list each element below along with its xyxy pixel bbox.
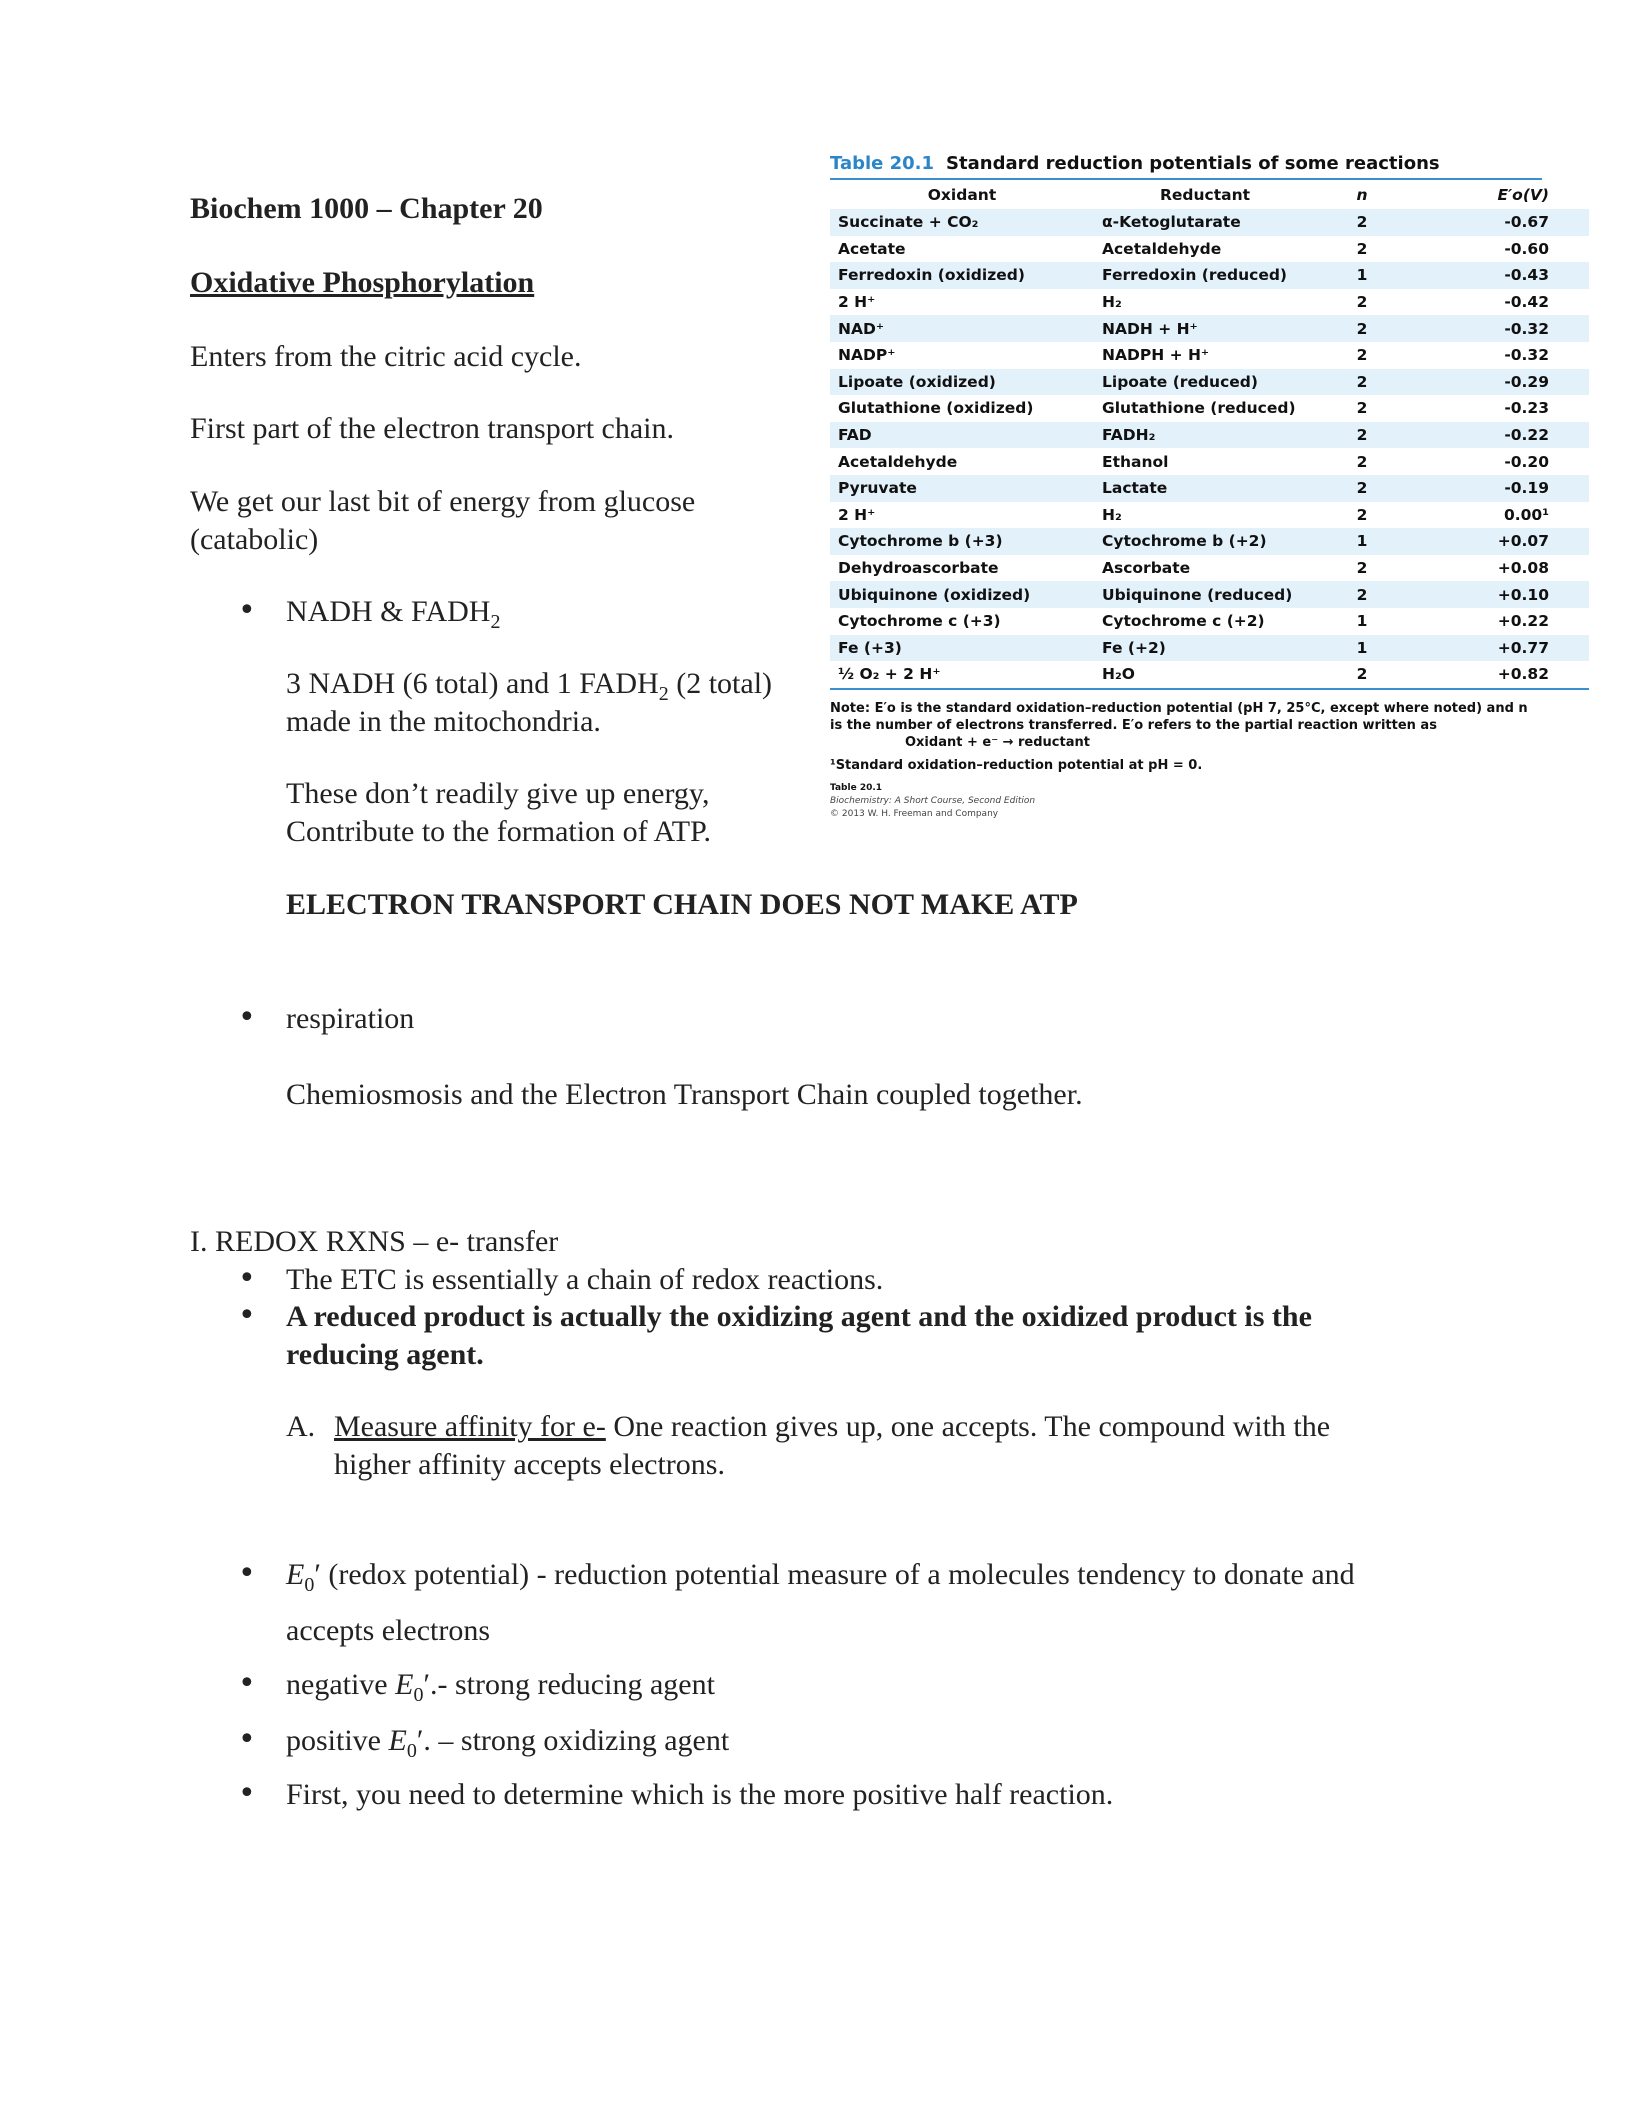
bullet-positive-e0: positive $E_0'$. – strong oxidizing agent [286,1724,730,1762]
table-row [830,528,1589,555]
bullet-dot: • [238,1298,256,1333]
cell-reductant: Ascorbate [1094,555,1316,582]
reduction-potentials-table [830,180,1589,690]
cell-e: +0.10 [1408,581,1589,608]
cell-e: -0.32 [1408,342,1589,369]
cell-oxidant: Ubiquinone (oxidized) [830,581,1094,608]
paragraph-energy-1: These don’t readily give up energy, [286,777,710,810]
header-n: n [1356,185,1368,204]
table-row [830,635,1589,662]
table-row [830,448,1589,475]
table-row [830,342,1589,369]
bullet-reduced-product-2: reducing agent. [286,1338,484,1371]
table-row [830,236,1589,263]
cell-e: -0.32 [1408,315,1589,342]
note-line-1: Note: E′o is the standard oxidation–reduction potential (pH 7, 25°C, except where noted) and n [830,700,1528,716]
cell-oxidant: Acetaldehyde [830,448,1094,475]
cell-n: 2 [1316,475,1408,502]
intro-line-1: Enters from the citric acid cycle. [190,340,582,373]
bullet-dot: • [238,1722,256,1757]
table-row [830,315,1589,342]
cell-n: 2 [1316,661,1408,689]
cell-reductant: Acetaldehyde [1094,236,1316,263]
cell-n: 2 [1316,422,1408,449]
cell-n: 1 [1316,608,1408,635]
credit-line-2: Biochemistry: A Short Course, Second Edition [830,795,1036,806]
cell-n: 2 [1316,448,1408,475]
intro-line-3b: (catabolic) [190,523,319,556]
paragraph-mitochondria: made in the mitochondria. [286,705,601,738]
cell-reductant: NADPH + H⁺ [1094,342,1316,369]
cell-oxidant: FAD [830,422,1094,449]
bullet-positive-half-reaction: First, you need to determine which is the more positive half reaction. [286,1778,1114,1811]
paragraph-energy-2: Contribute to the formation of ATP. [286,815,711,848]
bullet-dot: • [238,1261,256,1296]
table-row [830,369,1589,396]
cell-oxidant: 2 H⁺ [830,502,1094,529]
bullet-reduced-product-1: A reduced product is actually the oxidizing agent and the oxidized product is the [286,1300,1312,1333]
cell-n: 2 [1316,289,1408,316]
cell-oxidant: Acetate [830,236,1094,263]
cell-reductant: Fe (+2) [1094,635,1316,662]
cell-oxidant: NAD⁺ [830,315,1094,342]
cell-n: 2 [1316,502,1408,529]
cell-reductant: Cytochrome b (+2) [1094,528,1316,555]
cell-n: 2 [1316,369,1408,396]
credit-line-1: Table 20.1 [830,782,883,793]
bullet-dot: • [238,1666,256,1701]
table-row [830,555,1589,582]
header-reductant: Reductant [1159,185,1251,204]
cell-n: 2 [1316,555,1408,582]
item-a-label: A. [286,1410,316,1443]
bullet-respiration: respiration [286,1002,415,1035]
bullet-nadh-fadh: NADH & $FADH_2$ [286,595,501,633]
cell-e: -0.20 [1408,448,1589,475]
table-caption [830,150,1542,178]
cell-n: 1 [1316,528,1408,555]
note-line-2: is the number of electrons transferred. E′o refers to the partial reaction written as [830,717,1437,733]
credit-line-3: © 2013 W. H. Freeman and Company [830,808,999,819]
cell-e: -0.22 [1408,422,1589,449]
cell-e: +0.22 [1408,608,1589,635]
cell-oxidant: ½ O₂ + 2 H⁺ [830,661,1094,689]
cell-reductant: FADH₂ [1094,422,1316,449]
cell-oxidant: Glutathione (oxidized) [830,395,1094,422]
table-row [830,395,1589,422]
cell-oxidant: Cytochrome c (+3) [830,608,1094,635]
item-a-line-2: higher affinity accepts electrons. [334,1448,725,1481]
reduction-potentials-table-figure [830,150,1549,821]
table-row [830,422,1589,449]
table-row [830,502,1589,529]
cell-n: 1 [1316,635,1408,662]
cell-e: +0.82 [1408,661,1589,689]
cell-e: +0.77 [1408,635,1589,662]
note-line-4: ¹Standard oxidation–reduction potential at pH = 0. [830,757,1203,773]
table-row [830,475,1589,502]
cell-n: 2 [1316,315,1408,342]
table-row [830,581,1589,608]
cell-oxidant: Dehydroascorbate [830,555,1094,582]
cell-reductant: Cytochrome c (+2) [1094,608,1316,635]
cell-oxidant: NADP⁺ [830,342,1094,369]
item-a-text: Measure affinity for e- One reaction gives up, one accepts. The compound with the [334,1410,1331,1443]
header-oxidant: Oxidant [927,185,997,204]
cell-n: 2 [1316,395,1408,422]
bullet-dot: • [238,1556,256,1591]
header-e: E′o(V) [1497,185,1549,204]
bullet-dot: • [238,1000,256,1035]
bullet-dot: • [238,593,256,628]
cell-e: +0.07 [1408,528,1589,555]
table-row [830,209,1589,236]
cell-reductant: Ubiquinone (reduced) [1094,581,1316,608]
cell-n: 2 [1316,236,1408,263]
cell-e: -0.19 [1408,475,1589,502]
cell-oxidant: Ferredoxin (oxidized) [830,262,1094,289]
cell-reductant: H₂O [1094,661,1316,689]
table-number: Table 20.1 [830,153,935,174]
cell-e: +0.08 [1408,555,1589,582]
cell-reductant: H₂ [1094,289,1316,316]
cell-e: -0.42 [1408,289,1589,316]
paragraph-chemiosmosis: Chemiosmosis and the Electron Transport Chain coupled together. [286,1078,1083,1111]
table-body [830,209,1589,689]
cell-n: 2 [1316,581,1408,608]
cell-oxidant: Succinate + CO₂ [830,209,1094,236]
table-row [830,608,1589,635]
note-line-3: Oxidant + e⁻ → reductant [905,734,1090,750]
cell-oxidant: Cytochrome b (+3) [830,528,1094,555]
cell-oxidant: Lipoate (oxidized) [830,369,1094,396]
cell-reductant: Glutathione (reduced) [1094,395,1316,422]
cell-e: 0.00¹ [1408,502,1589,529]
bullet-negative-e0: negative $E_0'.-$ strong reducing agent [286,1668,715,1706]
cell-oxidant: Fe (+3) [830,635,1094,662]
table-credit [830,782,1542,821]
cell-reductant: NADH + H⁺ [1094,315,1316,342]
cell-reductant: Ethanol [1094,448,1316,475]
cell-e: -0.43 [1408,262,1589,289]
cell-reductant: α-Ketoglutarate [1094,209,1316,236]
cell-e: -0.23 [1408,395,1589,422]
cell-n: 1 [1316,262,1408,289]
cell-reductant: Lipoate (reduced) [1094,369,1316,396]
table-row [830,262,1589,289]
table-notes [830,700,1542,774]
cell-reductant: Lactate [1094,475,1316,502]
section-redox-heading: I. REDOX RXNS – e- transfer [190,1225,559,1258]
cell-e: -0.60 [1408,236,1589,263]
cell-e: -0.67 [1408,209,1589,236]
cell-reductant: H₂ [1094,502,1316,529]
table-row [830,661,1589,689]
cell-reductant: Ferredoxin (reduced) [1094,262,1316,289]
cell-n: 2 [1316,209,1408,236]
emphasis-statement: ELECTRON TRANSPORT CHAIN DOES NOT MAKE ATP [286,888,1078,921]
cell-n: 2 [1316,342,1408,369]
bullet-redox-potential-line-2: accepts electrons [286,1614,491,1647]
intro-line-2: First part of the electron transport chain. [190,412,675,445]
bullet-dot: • [238,1776,256,1811]
paragraph-nadh-count: 3 NADH (6 total) and 1 $FADH_2$ (2 total) [286,667,773,705]
table-title: Standard reduction potentials of some reactions [946,153,1440,174]
intro-line-3a: We get our last bit of energy from glucose [190,485,696,518]
cell-oxidant: Pyruvate [830,475,1094,502]
cell-oxidant: 2 H⁺ [830,289,1094,316]
bullet-etc-chain: The ETC is essentially a chain of redox reactions. [286,1263,884,1296]
section-heading: Oxidative Phosphorylation [190,266,535,299]
bullet-redox-potential: $E_0'$ (redox potential) - reduction potential measure of a molecules tendency to donate and [286,1558,1355,1596]
table-row [830,289,1589,316]
cell-e: -0.29 [1408,369,1589,396]
document-title: Biochem 1000 – Chapter 20 [190,192,543,225]
